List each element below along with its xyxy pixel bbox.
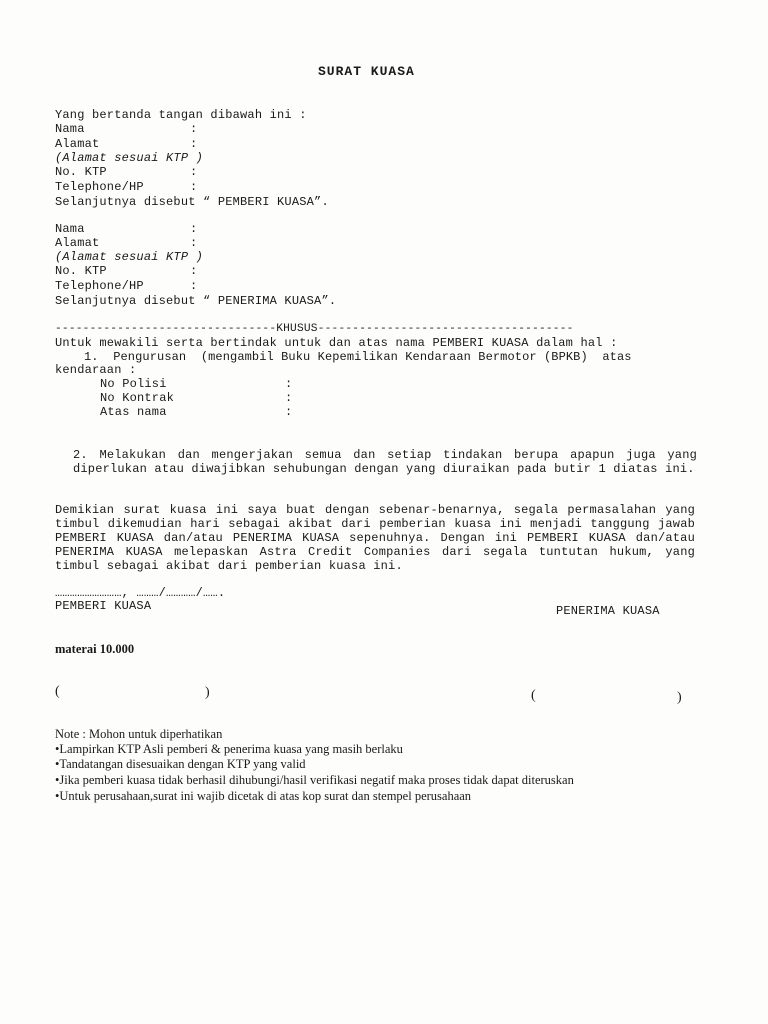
field-colon: :	[190, 122, 198, 136]
note-item: •Jika pemberi kuasa tidak berhasil dihubungi/hasil verifikasi negatif maka proses tidak dapat diteruskan	[55, 773, 574, 787]
field-colon: :	[190, 264, 198, 278]
vehicle-field-kontrak: No Kontrak	[100, 391, 175, 405]
penerima-field-ktp: No. KTP	[55, 264, 107, 278]
penerima-closing: Selanjutnya disebut “ PENERIMA KUASA”.	[55, 294, 337, 308]
vehicle-field-atas-nama: Atas nama	[100, 405, 167, 419]
document-title: SURAT KUASA	[318, 64, 415, 79]
field-colon: :	[190, 279, 198, 293]
signature-paren-open-right: (	[531, 688, 536, 703]
item-1-line-2: kendaraan :	[55, 363, 137, 377]
khusus-intro: Untuk mewakili serta bertindak untuk dan atas nama PEMBERI KUASA dalam hal :	[55, 336, 618, 350]
penerima-field-alamat-ktp: (Alamat sesuai KTP )	[55, 250, 204, 264]
penerima-field-alamat: Alamat	[55, 236, 100, 250]
signature-paren-open-left: (	[55, 684, 60, 699]
field-colon: :	[285, 405, 293, 419]
khusus-divider: --------------------------------KHUSUS-------------------------------------	[55, 323, 574, 335]
field-colon: :	[190, 137, 198, 151]
materai-label: materai 10.000	[55, 642, 135, 656]
signature-paren-close-right: )	[677, 690, 682, 705]
penerima-field-telephone: Telephone/HP	[55, 279, 144, 293]
signature-label-penerima: PENERIMA KUASA	[556, 604, 660, 618]
intro-text: Yang bertanda tangan dibawah ini :	[55, 108, 307, 122]
note-item: •Tandatangan disesuaikan dengan KTP yang valid	[55, 757, 306, 771]
pemberi-field-telephone: Telephone/HP	[55, 180, 144, 194]
pemberi-field-nama: Nama	[55, 122, 85, 136]
closing-paragraph: Demikian surat kuasa ini saya buat dengan sebenar-benarnya, segala permasalahan yang timbul dikemudian hari sebagai akibat dari pemberian kuasa ini menjadi tanggung jawab PEMBERI KUASA dan/atau PENERIMA KUASA sepenuhnya. Dengan ini PEMBERI KUASA dan/atau PENERIMA KUASA melepaskan Astra Credit Companies dari segala tuntutan hukum, yang timbul sebagai akibat dari pemberian kuasa ini.	[55, 503, 695, 573]
vehicle-field-polisi: No Polisi	[100, 377, 167, 391]
field-colon: :	[285, 391, 293, 405]
item-2: 2. Melakukan dan mengerjakan semua dan setiap tindakan berupa apapun juga yang diperlukan atau diwajibkan sehubungan dengan yang diuraikan pada butir 1 diatas ini.	[73, 448, 697, 476]
field-colon: :	[190, 165, 198, 179]
pemberi-closing: Selanjutnya disebut “ PEMBERI KUASA”.	[55, 195, 329, 209]
pemberi-field-ktp: No. KTP	[55, 165, 107, 179]
notes-heading: Note : Mohon untuk diperhatikan	[55, 727, 223, 741]
field-colon: :	[190, 236, 198, 250]
penerima-field-nama: Nama	[55, 222, 85, 236]
item-1-line-1: 1. Pengurusan (mengambil Buku Kepemilikan Kendaraan Bermotor (BPKB) atas	[84, 350, 632, 364]
field-colon: :	[190, 180, 198, 194]
date-line: ………………………, ………/…………/…….	[55, 586, 226, 600]
field-colon: :	[285, 377, 293, 391]
note-item: •Lampirkan KTP Asli pemberi & penerima kuasa yang masih berlaku	[55, 742, 403, 756]
pemberi-field-alamat: Alamat	[55, 137, 100, 151]
signature-paren-close-left: )	[205, 685, 210, 700]
note-item: •Untuk perusahaan,surat ini wajib dicetak di atas kop surat dan stempel perusahaan	[55, 789, 472, 803]
pemberi-field-alamat-ktp: (Alamat sesuai KTP )	[55, 151, 204, 165]
signature-label-pemberi: PEMBERI KUASA	[55, 599, 152, 613]
field-colon: :	[190, 222, 198, 236]
